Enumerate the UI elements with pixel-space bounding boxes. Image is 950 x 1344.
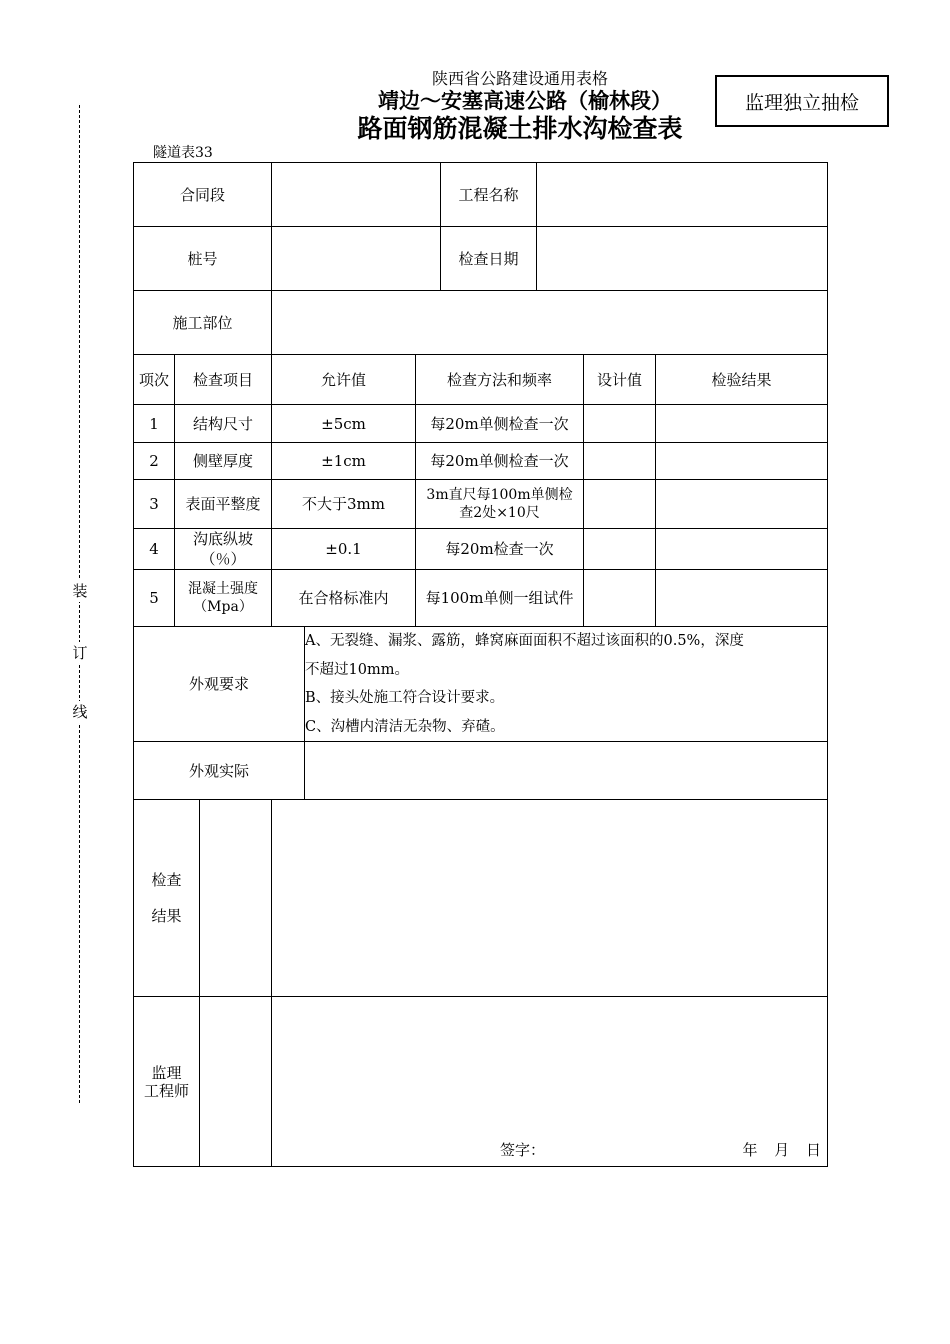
column-header-row: [134, 355, 828, 405]
row-result-field[interactable]: [656, 529, 828, 570]
result-label-line1: 检查: [151, 871, 182, 889]
form-title: 路面钢筋混凝土排水沟检查表: [357, 114, 683, 143]
form-subtitle: 陕西省公路建设通用表格: [431, 69, 608, 88]
row-item: 侧壁厚度: [175, 443, 272, 480]
row-allow: ±5cm: [272, 405, 416, 443]
info-row-contract: [134, 163, 828, 227]
appearance-actual-row: [134, 742, 828, 800]
inspection-date-field[interactable]: [537, 227, 828, 291]
signature-label: 签字：: [500, 1141, 546, 1159]
requirement-line-a: A、无裂缝、漏浆、露筋，蜂窝麻面面积不超过该面积的0.5%，深度: [305, 633, 744, 649]
row-method: 每20m单侧检查一次: [416, 443, 584, 480]
row-item: 沟底纵坡（％）: [175, 529, 272, 570]
row-method: 3m直尺每100m单侧检查2处×10尺: [416, 480, 584, 529]
row-no: 2: [134, 443, 175, 480]
inspection-result-label: [134, 800, 272, 997]
row-item: 表面平整度: [175, 480, 272, 529]
row-item: 结构尺寸: [175, 405, 272, 443]
supervisor-label-cell: [134, 997, 272, 1167]
supervisor-comment-field-left[interactable]: [200, 997, 271, 1166]
supervisor-comment-field[interactable]: [272, 997, 828, 1167]
project-name-label: 工程名称: [441, 163, 537, 227]
row-design-field[interactable]: [584, 405, 656, 443]
signature-date: 年 月 日: [742, 1141, 822, 1159]
row-no: 1: [134, 405, 175, 443]
row-result-field[interactable]: [656, 480, 828, 529]
form-number: 隧道表33: [153, 145, 213, 161]
row-no: 3: [134, 480, 175, 529]
project-title: 靖边～安塞高速公路（榆林段）: [378, 89, 672, 113]
binding-line: [79, 105, 80, 1103]
appearance-actual-label: 外观实际: [134, 742, 305, 800]
project-name-field[interactable]: [537, 163, 828, 227]
construction-part-label: 施工部位: [134, 291, 272, 355]
row-method: 每20m检查一次: [416, 529, 584, 570]
inspection-result-field[interactable]: [200, 800, 271, 996]
appearance-requirement-text: [305, 627, 828, 742]
row-no: 5: [134, 570, 175, 627]
col-header-no: 项次: [134, 355, 175, 405]
binding-char-xian: 线: [66, 701, 94, 723]
table-row: [134, 480, 828, 529]
result-label-line2: 结果: [151, 907, 182, 925]
appearance-requirement-row: [134, 627, 828, 742]
row-design-field[interactable]: [584, 570, 656, 627]
row-item: 混凝土强度（Mpa）: [175, 570, 272, 627]
supervisor-row: [134, 997, 828, 1167]
contract-label: 合同段: [134, 163, 272, 227]
info-row-part: [134, 291, 828, 355]
binding-char-zhuang: 装: [66, 580, 94, 602]
row-design-field[interactable]: [584, 480, 656, 529]
construction-part-field[interactable]: [272, 291, 828, 355]
row-method: 每20m单侧检查一次: [416, 405, 584, 443]
appearance-requirement-label: 外观要求: [134, 627, 305, 742]
col-header-item: 检查项目: [175, 355, 272, 405]
row-design-field[interactable]: [584, 529, 656, 570]
requirement-line-b: B、接头处施工符合设计要求。: [305, 690, 505, 706]
table-row: [134, 570, 828, 627]
row-allow: ±1cm: [272, 443, 416, 480]
row-allow: 不大于3mm: [272, 480, 416, 529]
row-no: 4: [134, 529, 175, 570]
table-row: [134, 529, 828, 570]
row-result-field[interactable]: [656, 443, 828, 480]
requirement-line-a-cont: 不超过10mm。: [305, 661, 409, 678]
row-method: 每100m单侧一组试件: [416, 570, 584, 627]
contract-field[interactable]: [272, 163, 441, 227]
col-header-allow: 允许值: [272, 355, 416, 405]
appearance-actual-field[interactable]: [305, 742, 828, 800]
col-header-method: 检查方法和频率: [416, 355, 584, 405]
requirement-line-c: C、沟槽内清洁无杂物、弃碴。: [305, 718, 505, 735]
station-field[interactable]: [272, 227, 441, 291]
supervisor-label-line1: 监理: [151, 1063, 182, 1082]
info-row-station: [134, 227, 828, 291]
table-row: [134, 405, 828, 443]
inspection-date-label: 检查日期: [441, 227, 537, 291]
supervisor-label-line2: 工程师: [143, 1081, 189, 1100]
row-result-field[interactable]: [656, 405, 828, 443]
binding-char-ding: 订: [66, 642, 94, 664]
inspection-result-field-main[interactable]: [272, 800, 828, 997]
row-result-field[interactable]: [656, 570, 828, 627]
row-allow: ±0.1: [272, 529, 416, 570]
inspection-result-row: [134, 800, 828, 997]
inspection-form-table: [133, 162, 828, 1167]
row-design-field[interactable]: [584, 443, 656, 480]
station-label: 桩号: [134, 227, 272, 291]
inspection-stamp: 监理独立抽检: [715, 75, 889, 127]
row-allow: 在合格标准内: [272, 570, 416, 627]
col-header-design: 设计值: [584, 355, 656, 405]
col-header-result: 检验结果: [656, 355, 828, 405]
table-row: [134, 443, 828, 480]
